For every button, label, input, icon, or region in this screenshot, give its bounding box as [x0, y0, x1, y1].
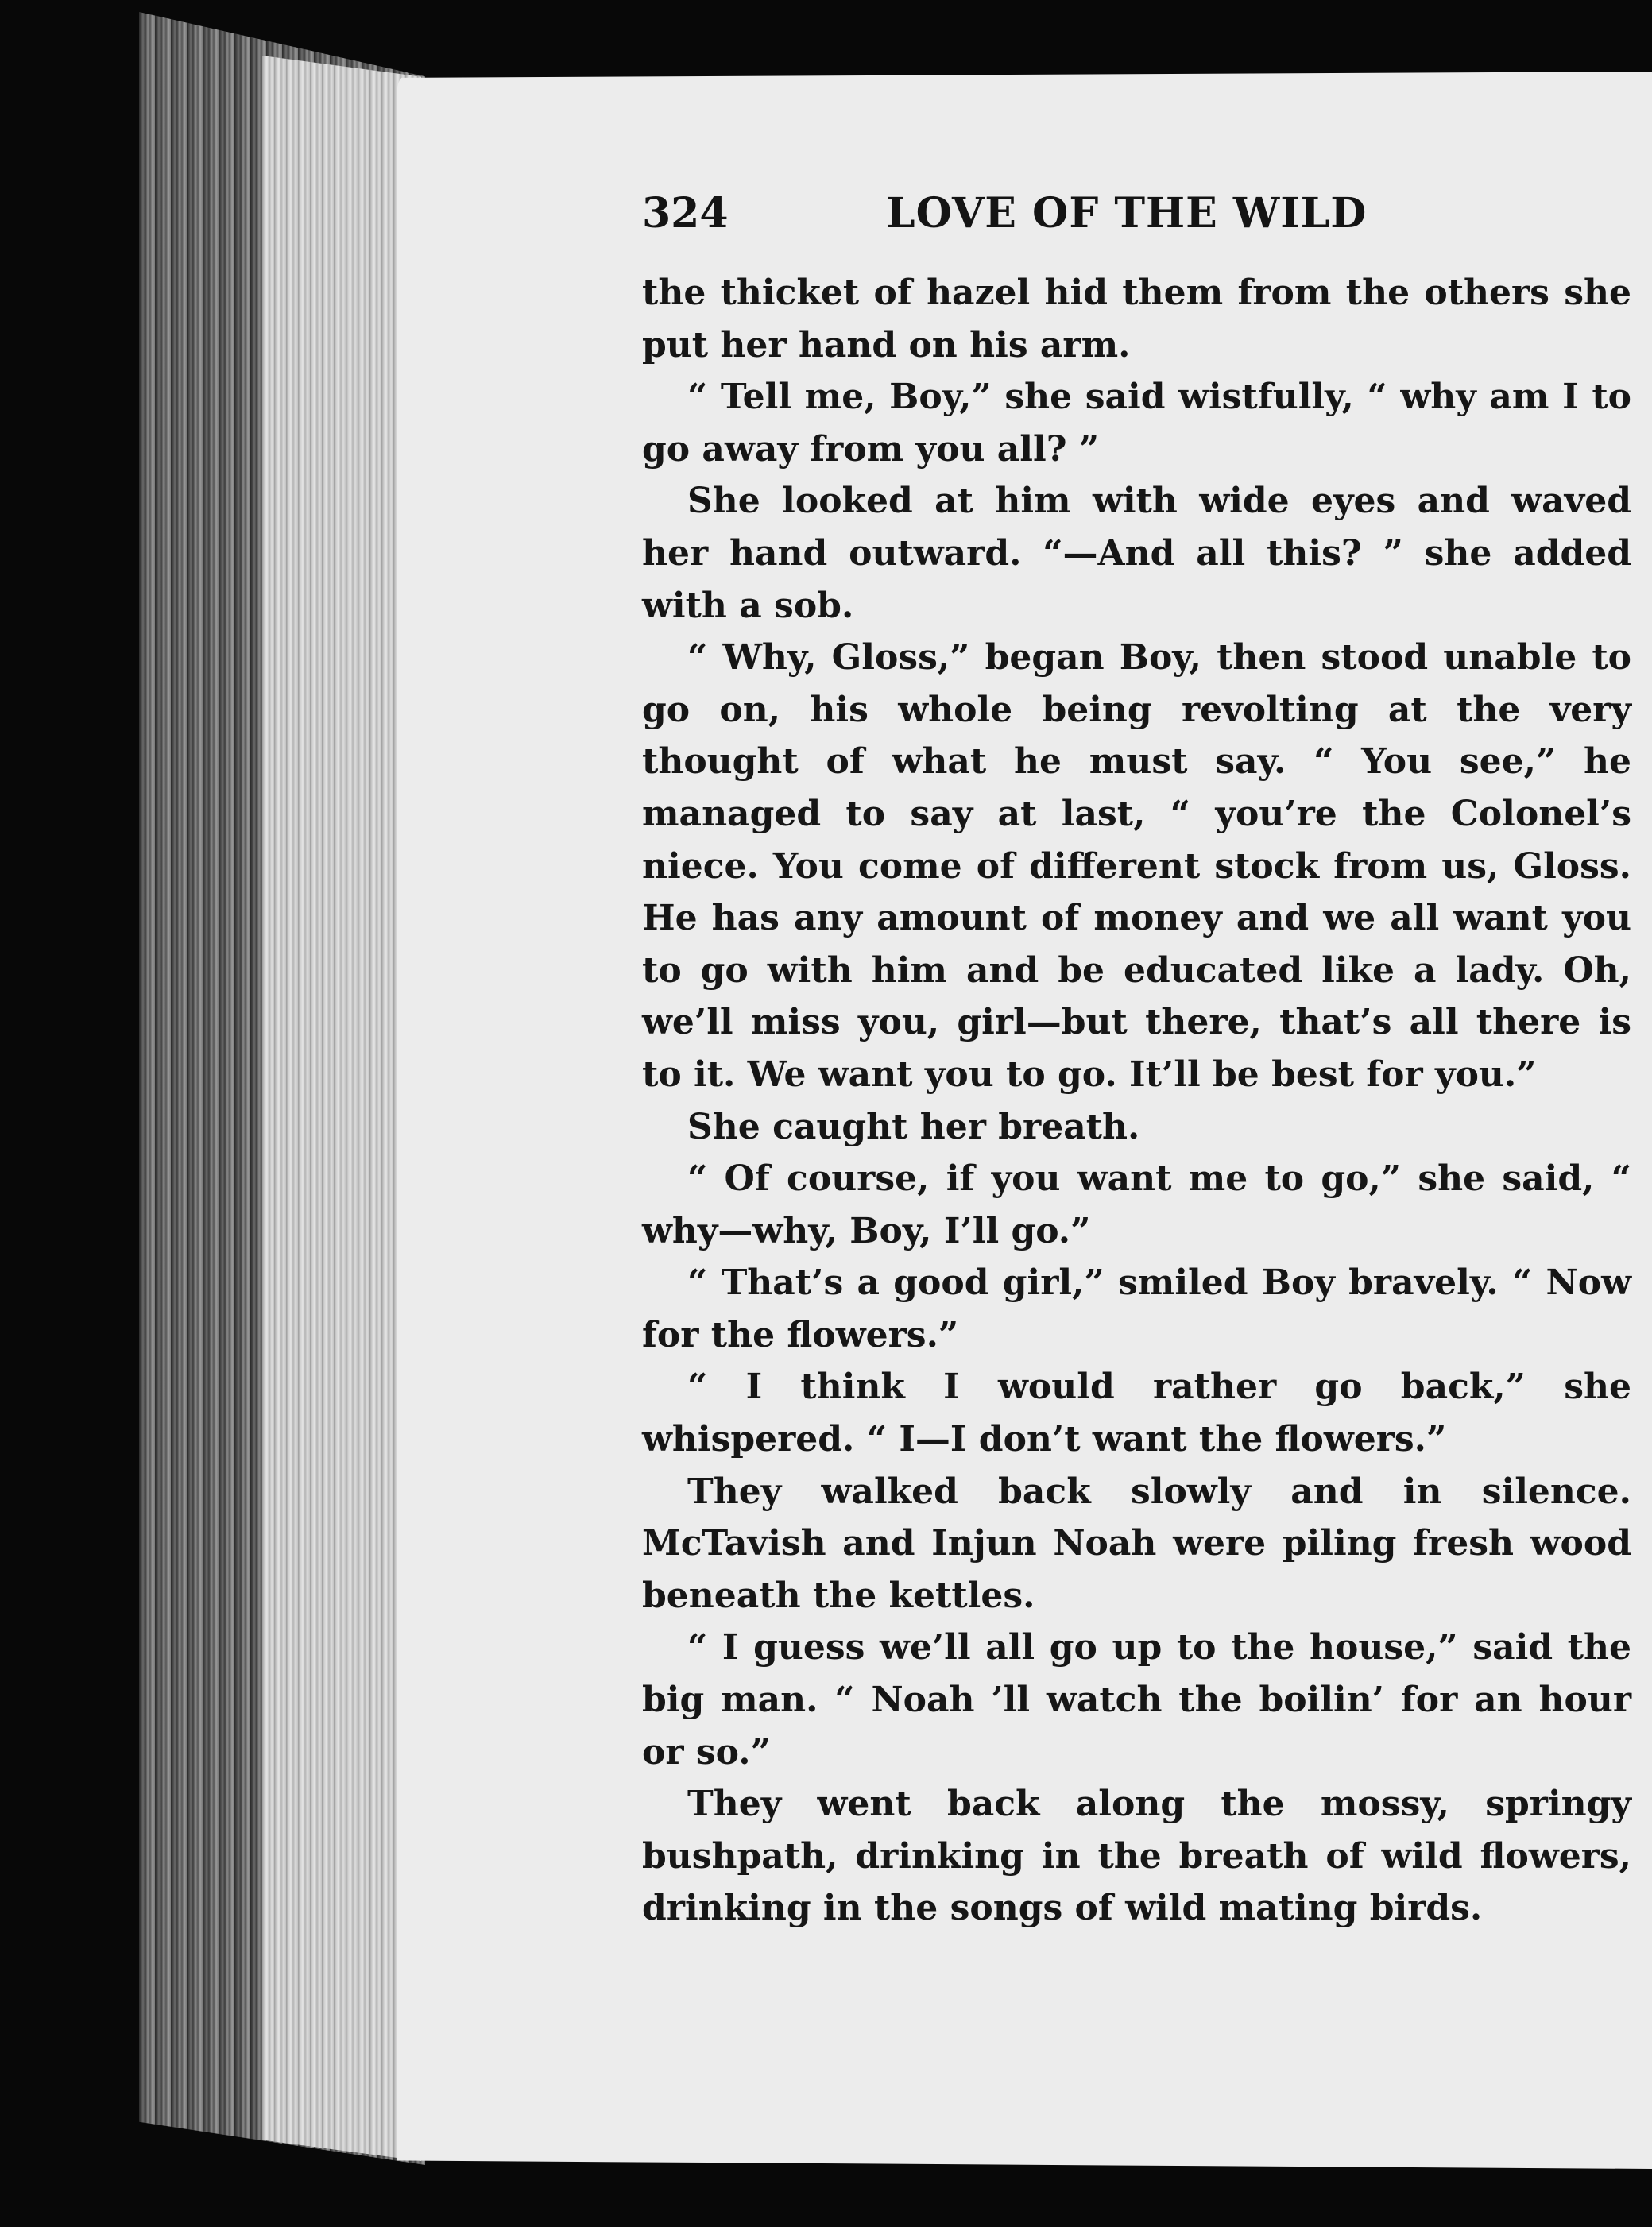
- paragraph: She looked at him with wide eyes and waved her hand outward. “—And all this? ” she added with a sob.: [642, 481, 1631, 626]
- paragraph: “ I guess we’ll all go up to the house,” said the big man. “ Noah ’ll watch the boilin’ for an hour or so.”: [642, 1627, 1631, 1773]
- paragraph: “ That’s a good girl,” smiled Boy bravely. “ Now for the flowers.”: [642, 1262, 1631, 1355]
- page-number: 324: [642, 189, 729, 238]
- body-text: [642, 267, 1631, 1935]
- running-title: LOVE OF THE WILD: [886, 189, 1368, 238]
- paragraph: They walked back slowly and in silence. McTavish and Injun Noah were piling fresh wood beneath the kettles.: [642, 1471, 1631, 1616]
- paragraph: “ I think I would rather go back,” she whispered. “ I—I don’t want the flowers.”: [642, 1367, 1631, 1460]
- paragraph: She caught her breath.: [687, 1106, 1140, 1147]
- paragraph: “ Why, Gloss,” began Boy, then stood unable to go on, his whole being revolting at the very thought of what he must say. “ You see,” he managed to say at last, “ you’re the Colonel’s niece. You come of different stock from us, Gloss. He has any amount of money and we all want you to go with him and be educated like a lady. Oh, we’ll miss you, girl—but there, that’s all there is to it. We want you to go. It’ll be best for you.”: [642, 637, 1631, 1095]
- paragraph: “ Tell me, Boy,” she said wistfully, “ why am I to go away from you all? ”: [642, 377, 1631, 470]
- running-head: [642, 189, 1619, 245]
- paragraph: the thicket of hazel hid them from the others she put her hand on his arm.: [642, 273, 1631, 365]
- paragraph: They went back along the mossy, springy bushpath, drinking in the breath of wild flowers, drinking in the songs of wild mating birds.: [642, 1784, 1631, 1929]
- paragraph: “ Of course, if you want me to go,” she said, “ why—why, Boy, I’ll go.”: [642, 1158, 1631, 1251]
